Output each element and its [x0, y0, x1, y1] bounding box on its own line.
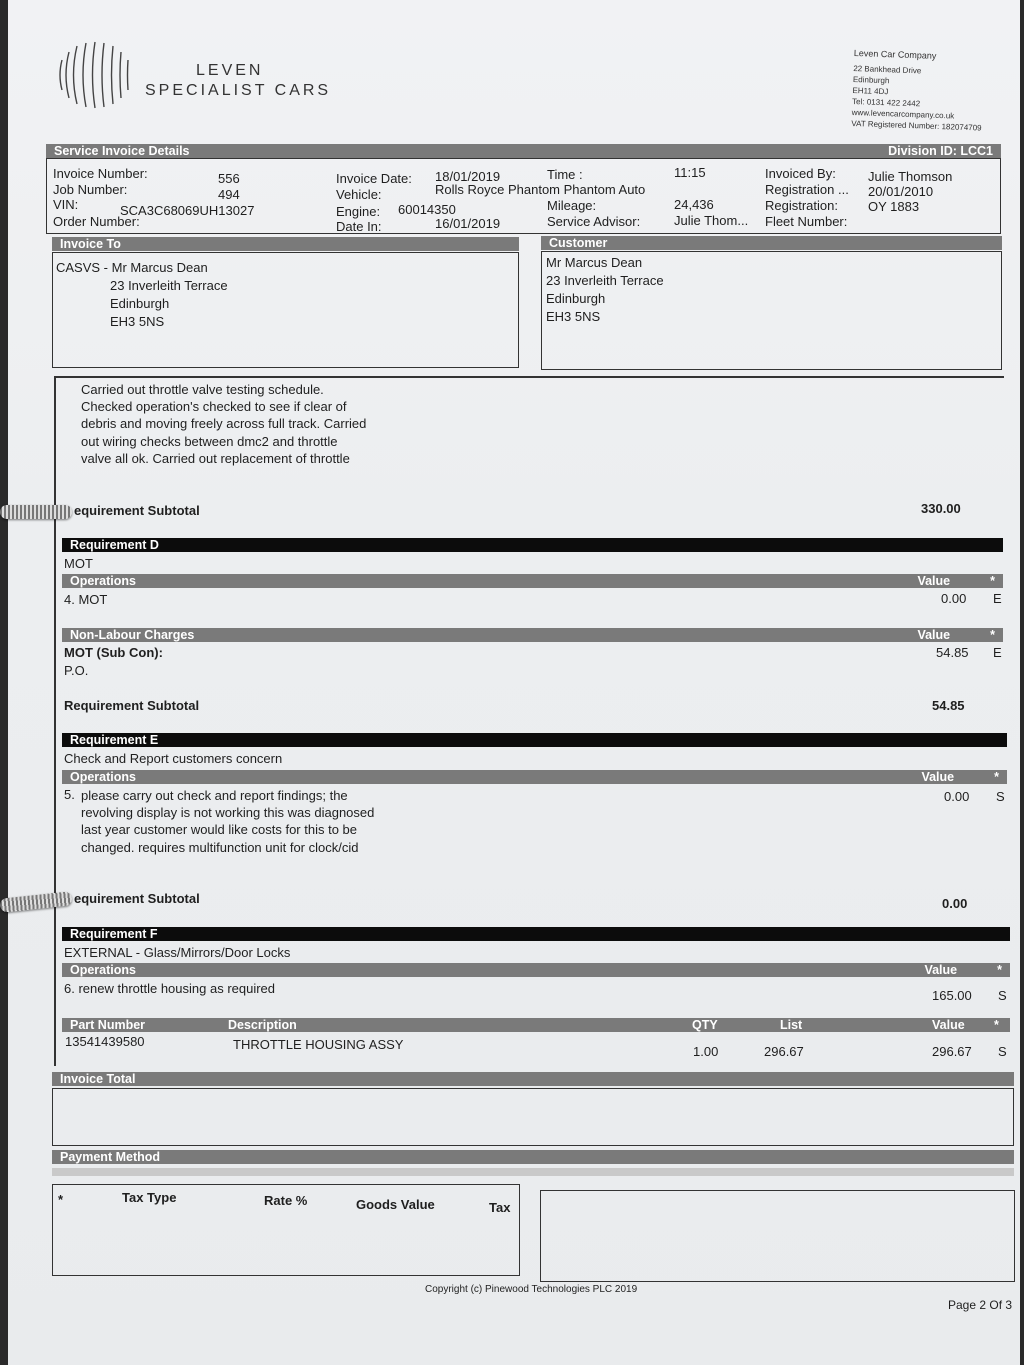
payment-method-title: Payment Method: [60, 1150, 161, 1164]
service-advisor: Julie Thom...: [674, 213, 749, 228]
payment-method-band: [52, 1168, 1014, 1176]
service-advisor-label: Service Advisor:: [547, 214, 641, 229]
invoice-page: [8, 0, 1020, 1365]
invoice-to-header: [52, 237, 519, 251]
req-d-nlc-title: Non-Labour Charges: [70, 628, 195, 642]
tax-rate-col: Rate %: [264, 1193, 308, 1208]
totals-summary-box: [540, 1190, 1015, 1282]
invoiced-by: Julie Thomson: [868, 169, 953, 184]
req-c-notes: Carried out throttle valve testing schedule. Checked operation's checked to see if clear of debris and moving freely across full track. Carried out wiring checks between dmc2 and throttle valve all ok. Carried out replacement of throttle: [81, 382, 367, 466]
vin-value: SCA3C68069UH13027: [120, 203, 255, 218]
part-code: S: [998, 1044, 1007, 1059]
req-f-operations-title: Operations: [70, 963, 136, 977]
part-qty: 1.00: [693, 1044, 719, 1059]
invoice-to-line2: 23 Inverleith Terrace: [110, 278, 228, 293]
parts-col-desc: Description: [228, 1018, 297, 1032]
req-f-star-col: *: [997, 963, 1002, 977]
req-d-nlc-value: 54.85: [936, 645, 969, 660]
invoice-number-label: Invoice Number:: [53, 166, 148, 181]
parts-col-star: *: [994, 1018, 999, 1032]
req-d-value-col: Value: [917, 574, 951, 588]
company-name: Leven Car Company: [853, 48, 937, 61]
req-e-op-text: please carry out check and report findings; the revolving display is not working this was diagnosed last year customer would like costs for this to be changed. requires multifunction unit for clock/cid: [81, 788, 375, 855]
req-d-nlc-header: [62, 628, 1003, 642]
engine-label: Engine:: [336, 204, 381, 219]
invoice-to-line3: Edinburgh: [110, 296, 170, 311]
req-e-title: Requirement E: [70, 733, 159, 747]
registration-date: 20/01/2010: [868, 184, 934, 199]
req-f-op-value: 165.00: [932, 988, 972, 1003]
registration-date-label: Registration ...: [765, 182, 849, 197]
invoice-to-line1: CASVS - Mr Marcus Dean: [56, 260, 208, 275]
company-vat: VAT Registered Number: 182074709: [851, 118, 982, 133]
service-details-title: Service Invoice Details: [54, 144, 190, 158]
req-d-subtotal-label: Requirement Subtotal: [64, 698, 200, 713]
company-tel: Tel: 0131 422 2442: [851, 96, 921, 109]
company-addr1: 22 Bankhead Drive: [853, 63, 922, 76]
parts-col-value: Value: [932, 1018, 965, 1032]
req-f-description: EXTERNAL - Glass/Mirrors/Door Locks: [64, 945, 291, 960]
division-id: Division ID: LCC1: [888, 144, 993, 158]
engine-value: 60014350: [398, 202, 456, 217]
registration-value: OY 1883: [868, 199, 920, 214]
req-e-op-code: S: [996, 789, 1005, 804]
req-e-star-col: *: [994, 770, 999, 784]
company-web: www.levencarcompany.co.uk: [851, 107, 955, 121]
mileage-label: Mileage:: [547, 198, 597, 213]
req-d-op-code: E: [993, 591, 1002, 606]
parts-col-list: List: [780, 1018, 803, 1032]
vehicle-value: Rolls Royce Phantom Phantom Auto: [435, 182, 646, 197]
vin-label: VIN:: [53, 197, 79, 212]
invoice-number: 556: [218, 171, 240, 186]
part-value: 296.67: [932, 1044, 972, 1059]
time-value: 11:15: [674, 165, 706, 180]
req-f-title: Requirement F: [70, 927, 158, 941]
req-e-operations-header: [62, 770, 1007, 784]
req-d-op-value: 0.00: [941, 591, 967, 606]
req-e-header: [62, 733, 1007, 747]
invoiced-by-label: Invoiced By:: [765, 166, 836, 181]
parts-col-part: Part Number: [70, 1018, 146, 1032]
service-details-header: [46, 144, 1001, 158]
req-d-operations-header: [62, 574, 1003, 588]
req-d-operations-title: Operations: [70, 574, 136, 588]
req-d-nlc-star-col: *: [990, 628, 995, 642]
invoice-date: 18/01/2019: [435, 169, 501, 184]
vehicle-label: Vehicle:: [336, 187, 382, 202]
tax-star-col: *: [58, 1192, 64, 1207]
req-d-title: Requirement D: [70, 538, 159, 552]
page-number: Page 2 Of 3: [948, 1298, 1013, 1312]
customer-title: Customer: [549, 236, 608, 250]
req-c-subtotal: 330.00: [921, 501, 961, 516]
date-in-label: Date In:: [336, 219, 382, 234]
date-in: 16/01/2019: [435, 216, 501, 231]
req-d-nlc-sub: P.O.: [64, 663, 89, 678]
tax-type-col: Tax Type: [122, 1190, 177, 1205]
tax-tax-col: Tax: [489, 1200, 511, 1215]
customer-line1: Mr Marcus Dean: [546, 255, 643, 270]
req-f-header: [62, 927, 1010, 941]
req-d-op-line: 4. MOT: [64, 592, 108, 607]
part-list: 296.67: [764, 1044, 804, 1059]
customer-line4: EH3 5NS: [546, 309, 601, 324]
req-e-subtotal: 0.00: [942, 896, 968, 911]
logo-text-specialist: SPECIALIST CARS: [145, 82, 332, 99]
invoice-to-title: Invoice To: [60, 237, 121, 251]
job-number-label: Job Number:: [53, 182, 128, 197]
req-e-description: Check and Report customers concern: [64, 751, 283, 766]
part-number: 13541439580: [65, 1034, 145, 1049]
req-e-subtotal-label: equirement Subtotal: [74, 891, 200, 906]
invoice-date-label: Invoice Date:: [336, 171, 412, 186]
leven-logo-icon: [56, 40, 132, 110]
req-d-nlc-code: E: [993, 645, 1002, 660]
req-d-header: [62, 538, 1003, 552]
req-e-op-num: 5.: [64, 787, 75, 802]
body-top-rule: [54, 376, 1004, 378]
company-addr2: Edinburgh: [852, 74, 890, 86]
parts-col-qty: QTY: [692, 1018, 718, 1032]
fleet-number-label: Fleet Number:: [765, 214, 848, 229]
req-f-op-code: S: [998, 988, 1007, 1003]
order-number-label: Order Number:: [53, 214, 140, 229]
req-d-nlc-value-col: Value: [917, 628, 951, 642]
req-e-value-col: Value: [921, 770, 955, 784]
req-f-op-line: 6. renew throttle housing as required: [64, 981, 276, 996]
tax-goods-col: Goods Value: [356, 1197, 435, 1212]
req-d-description: MOT: [64, 556, 93, 571]
payment-method-header: [52, 1150, 1014, 1164]
registration-label: Registration:: [765, 198, 838, 213]
req-e-op-value: 0.00: [944, 789, 970, 804]
body-left-rule: [54, 376, 56, 1066]
req-f-value-col: Value: [924, 963, 958, 977]
invoice-total-title: Invoice Total: [60, 1072, 136, 1086]
job-number: 494: [218, 187, 240, 202]
invoice-to-line4: EH3 5NS: [110, 314, 165, 329]
req-d-nlc-item: MOT (Sub Con):: [64, 645, 163, 660]
copyright-text: Copyright (c) Pinewood Technologies PLC 2019: [425, 1284, 638, 1295]
invoice-total-box: [52, 1088, 1014, 1146]
part-description: THROTTLE HOUSING ASSY: [233, 1037, 404, 1052]
mileage-value: 24,436: [674, 197, 714, 212]
req-d-subtotal: 54.85: [932, 698, 965, 713]
req-d-star-col: *: [990, 574, 995, 588]
company-address: [851, 48, 1004, 134]
invoice-total-header: [52, 1072, 1014, 1086]
customer-line3: Edinburgh: [546, 291, 606, 306]
logo-text-leven: LEVEN: [196, 62, 264, 79]
req-e-operations-title: Operations: [70, 770, 136, 784]
binder-ring-top: [0, 505, 72, 519]
req-c-subtotal-label: equirement Subtotal: [74, 503, 200, 518]
req-f-operations-header: [62, 963, 1010, 977]
company-addr3: EH11 4DJ: [852, 85, 889, 97]
time-label: Time :: [547, 167, 583, 182]
parts-header: [62, 1018, 1010, 1032]
customer-header: [541, 236, 1002, 250]
customer-line2: 23 Inverleith Terrace: [546, 273, 664, 288]
